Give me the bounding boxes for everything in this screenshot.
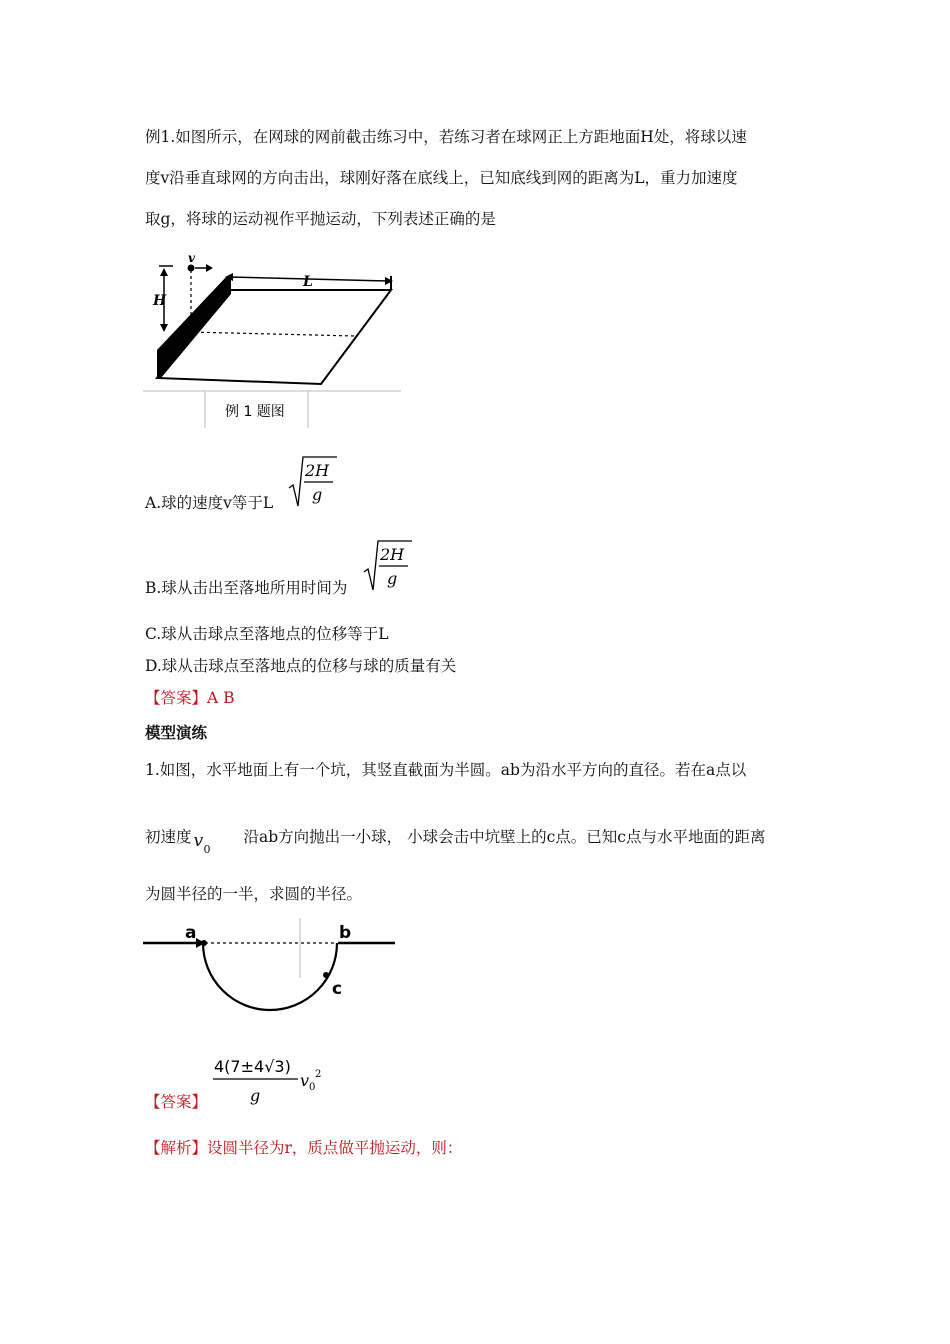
answer-formula-v: v (300, 1071, 310, 1090)
tennis-figure (143, 250, 403, 430)
pit-label-a: a (185, 923, 197, 943)
practice-line-2 (145, 827, 766, 856)
option-d: D.球从击球点至落地点的位移与球的质量有关 (145, 657, 457, 675)
analysis-tag: 【解析】 (145, 1139, 208, 1157)
answer-formula-v-sup: 2 (315, 1069, 322, 1080)
figure-label-H: H (153, 293, 167, 309)
answer-formula-v-sub: 0 (309, 1082, 316, 1093)
practice-line-3: 为圆半径的一半，求圆的半径。 (145, 885, 363, 903)
practice-answer-formula (210, 1050, 340, 1108)
sqrt-b-denominator: g (387, 569, 398, 588)
example-line-3: 取g，将球的运动视作平抛运动，下列表述正确的是 (145, 210, 496, 228)
figure-label-L: L (303, 274, 313, 290)
option-a: A.球的速度v等于L (145, 494, 274, 512)
v0-letter: v (193, 831, 204, 851)
practice-answer-tag: 【答案】 (145, 1093, 208, 1111)
answer-formula-denominator: g (250, 1086, 261, 1105)
practice-analysis (145, 1138, 462, 1158)
figure-caption: 例 1 题图 (225, 404, 285, 420)
v0-subscript: 0 (203, 843, 211, 856)
option-c: C.球从击球点至落地点的位移等于L (145, 625, 389, 643)
example-answer-tag: 【答案】 (145, 689, 208, 707)
example-answer (145, 688, 235, 708)
practice-heading: 模型演练 (145, 724, 208, 742)
example-line-2: 度v沿垂直球网的方向击出，球刚好落在底线上，已知底线到网的距离为L，重力加速度 (145, 169, 738, 187)
pit-figure (143, 918, 399, 1030)
analysis-text: 设圆半径为r，质点做平抛运动，则： (207, 1139, 463, 1157)
pit-label-c: c (332, 979, 343, 999)
figure-label-v: v (188, 251, 195, 265)
option-b: B.球从击出至落地所用时间为 (145, 579, 348, 597)
sqrt-b-numerator: 2H (380, 545, 405, 564)
example-line-1: 例1.如图所示，在网球的网前截击练习中，若练习者在球网正上方距地面H处，将球以速 (145, 128, 747, 146)
practice-line-1: 1.如图，水平地面上有一个坑，其竖直截面为半圆。ab为沿水平方向的直径。若在a点以 (145, 761, 747, 779)
tennis-figure-drawing (143, 250, 403, 430)
practice-line-2-start: 初速度 (145, 828, 192, 846)
example-answer-value: A B (207, 689, 235, 707)
sqrt-formula-a (287, 452, 339, 510)
pit-figure-drawing (143, 918, 399, 1030)
practice-line-2-end: 沿ab方向抛出一小球， 小球会击中坑壁上的c点。已知c点与水平地面的距离 (243, 828, 766, 846)
answer-formula-numerator: 4(7±4√3) (214, 1057, 291, 1076)
pit-label-b: b (339, 923, 352, 943)
sqrt-a-numerator: 2H (305, 461, 330, 480)
sqrt-a-denominator: g (312, 485, 323, 504)
sqrt-formula-b (362, 536, 414, 594)
